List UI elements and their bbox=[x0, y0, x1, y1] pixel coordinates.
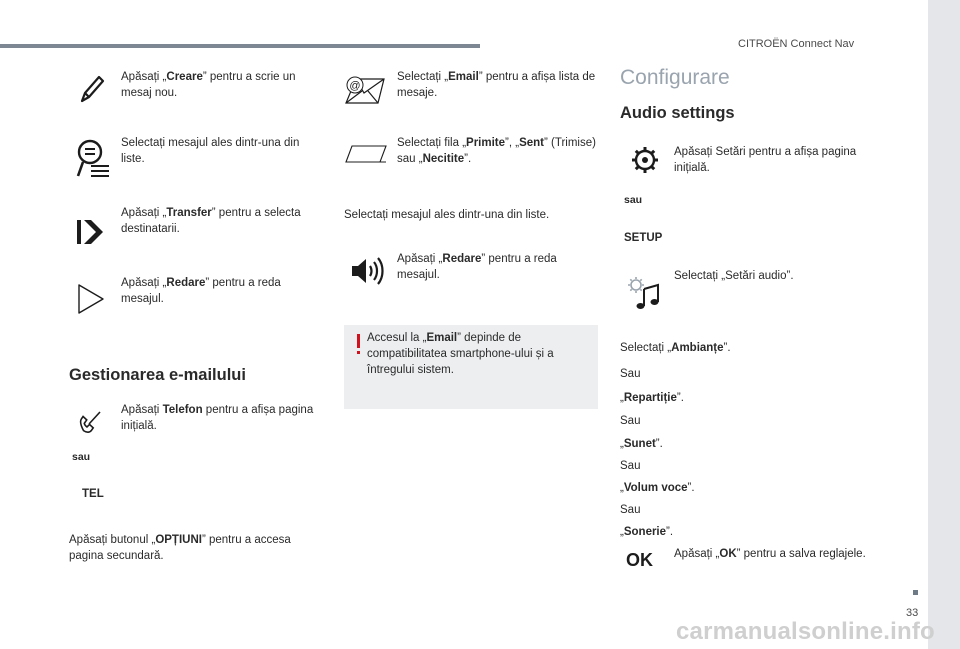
page-side-band bbox=[928, 0, 960, 649]
repartition-option: „Repartiție”. bbox=[620, 392, 684, 404]
sau-label: Sau bbox=[620, 504, 641, 516]
tab-icon bbox=[344, 144, 388, 164]
inbox-tabs-text: Selectați fila „Primite”, „Sent” (Trimise) sau „Necitite”. bbox=[397, 137, 596, 165]
phone-icon bbox=[79, 408, 105, 434]
ringtone-option: „Sonerie”. bbox=[620, 526, 674, 538]
sau-label: Sau bbox=[620, 368, 641, 380]
transfer-icon bbox=[75, 217, 105, 247]
sau-label: Sau bbox=[620, 460, 641, 472]
tel-button-label: TEL bbox=[82, 488, 104, 500]
email-envelope-icon bbox=[344, 73, 386, 105]
message-list-icon bbox=[74, 138, 112, 180]
speaker-icon bbox=[350, 256, 386, 286]
setup-button-label: SETUP bbox=[624, 232, 663, 244]
play-icon bbox=[77, 283, 105, 315]
voice-volume-option: „Volum voce”. bbox=[620, 482, 695, 494]
options-text: Apăsați butonul „OPȚIUNI” pentru a accesa pagina secundară. bbox=[69, 534, 291, 562]
ok-text: Apăsați „OK” pentru a salva reglajele. bbox=[674, 548, 866, 560]
select-list-text: Selectați mesajul ales dintr-una din liste. bbox=[344, 209, 550, 221]
email-management-heading: Gestionarea e-mailului bbox=[69, 366, 246, 384]
footer-watermark: carmanualsonline.info bbox=[676, 618, 935, 645]
ok-button-label: OK bbox=[626, 550, 653, 570]
email-list-text: Selectați „Email” pentru a afișa lista de mesaje. bbox=[397, 71, 596, 99]
sound-option: „Sunet”. bbox=[620, 438, 663, 450]
play-message-text: Apăsați „Redare” pentru a reda mesajul. bbox=[397, 253, 557, 281]
sau-label: sau bbox=[72, 451, 91, 463]
select-message-text: Selectați mesajul ales dintr-una din liste. bbox=[121, 137, 300, 165]
gear-icon bbox=[630, 145, 660, 175]
audio-settings-heading: Audio settings bbox=[620, 104, 735, 122]
svg-text:@: @ bbox=[349, 80, 361, 92]
page-number: 33 bbox=[906, 607, 919, 619]
configuration-title: Configurare bbox=[620, 66, 730, 89]
sau-label: Sau bbox=[620, 415, 641, 427]
pencil-icon bbox=[78, 74, 106, 106]
note-text: Accesul la „Email” depinde de compatibilitatea smartphone-ului și a întregului sistem. bbox=[367, 332, 554, 376]
audio-settings-icon bbox=[626, 275, 662, 311]
warning-icon-dot bbox=[357, 351, 360, 354]
create-message-text: Apăsați „Creare” pentru a scrie un mesaj nou. bbox=[121, 71, 296, 99]
page-marker bbox=[913, 590, 918, 595]
settings-text: Apăsați Setări pentru a afișa pagina inițială. bbox=[674, 146, 857, 174]
ambiance-text: Selectați „Ambianțe”. bbox=[620, 342, 731, 354]
sau-label: sau bbox=[624, 194, 643, 206]
warning-icon bbox=[357, 334, 360, 348]
transfer-text: Apăsați „Transfer” pentru a selecta destinatarii. bbox=[121, 207, 301, 235]
telefon-text: Apăsați Telefon pentru a afișa pagina inițială. bbox=[121, 404, 314, 432]
play-text: Apăsați „Redare” pentru a reda mesajul. bbox=[121, 277, 281, 305]
audio-settings-text: Selectați „Setări audio”. bbox=[674, 270, 794, 282]
page-header-brand: CITROËN Connect Nav bbox=[738, 38, 855, 50]
header-rule bbox=[0, 44, 480, 48]
